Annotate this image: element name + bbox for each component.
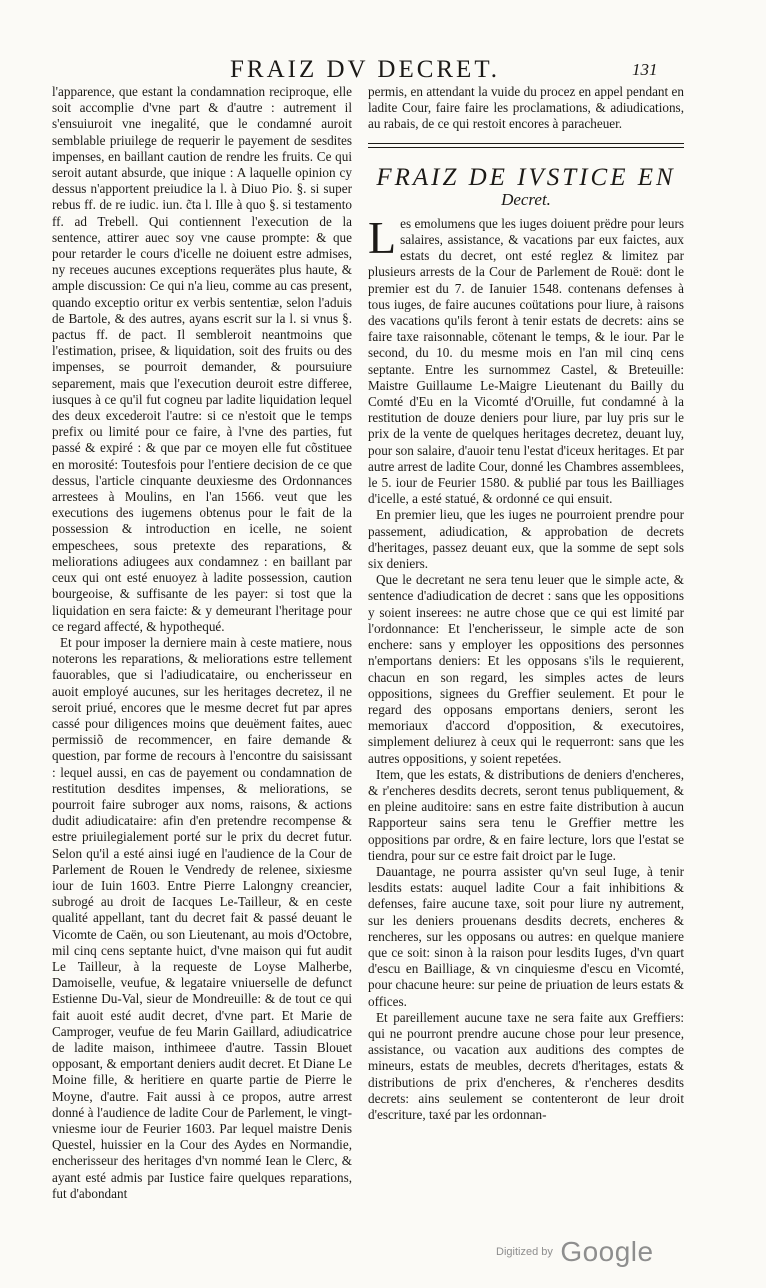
running-header-title: FRAIZ DV DECRET. — [230, 56, 500, 83]
right-intro-paragraph: permis, en attendant la vuide du procez en appel pendant en ladite Cour, faire faire les proclamations, & adiudications, au rabais, de ce qui restoit encores à paracheuer. — [368, 84, 684, 132]
digitized-watermark — [496, 1236, 654, 1268]
right-paragraph-5: Dauantage, ne pourra assister qu'vn seul Iuge, à tenir lesdits estats: auquel ladite Cour a fait inhibitions & defenses, faire aucune taxe, soit pour liure ny autrement, sur les deniers prouenans desdits decrets, encheres & rencheres, sur les opposans ou autres: en quelque maniere que ce soit: sinon à la raison pour lesdits Iuges, d'vn quart d'escu en Bailliage, & vn cinquiesme d'escu en Vicomté, pour chacune heure: sur peine de priuation de leurs estats & offices. — [368, 863, 684, 1009]
section-title: FRAIZ DE IVSTICE EN — [376, 163, 676, 191]
section-divider — [368, 143, 684, 144]
right-paragraph-4: Item, que les estats, & distributions de deniers d'encheres, & r'encheres desdits decrets, seront tenus publiquement, & en pleine auditoire: sans en estre faite distribution à aucun Rapporteur sains sera tenu le Greffier mettre les oppositions par ordre, & en faire lecture, lors que l'estat se tiendra, pour sur ce estre fait droict par le Iuge. — [368, 766, 684, 863]
left-paragraph-1: l'apparence, que estant la condamnation reciproque, elle soit accomplie d'vne part & d'autre : autrement il s'ensuiuroit vne inegalité, que le condamné auroit semblable priuilege de requerir le payement de sesdites impenses, en baillant caution de rendre les fruits. Ce qui seroit autant absurde, que inique : A laquelle opinion cy dessus n'apportent preiudice la l. à Diuo Pio. §. si super rebus ff. de re iudic. iun. c̃ta l. Ille à quo §. si testamento ff. ad Trebell. Qui contiennent l'execution de la sentence, attirer auec soy vne cause prompte: & que pour retarder le cours d'icelle ne doiuent estre admises, ny receues aucunes exceptions requerätes plus haute, & ample discussion: Ce qui n'a lieu, comme au cas present, quando exceptio oritur ex verbis sententiæ, selon l'aduis de Bartole, & des autres, ayans escrit sur la l. si vnus §. pactus ff. de pact. Il sembleroit neantmoins que l'estimation, prisee, & liquidation, soit des fruits ou des impenses, se pourroit demander, & poursuiure separement, mais que l'execution deuroit estre differee, iusques à ce qu'il fut cogneu par ladite liquidation lequel des deux excederoit l'autre: si ce n'estoit que le temps prefix ou limité pour ce faire, à l'vne des parties, fut passé & expiré : & que par ce moyen elle fut cõstituee en morosité: Toutesfois pour l'entiere decision de ce que dessus, l'article cinquante deuxiesme des Ordonnances arrestees à Moulins, en l'an 1566. veut que les executions des iugemens obtenus pour le fait de la possession & introduction en icelle, ne soient empeschees, sous pretexte des reparations, & meliorations adiugees aux condamnez : en baillant par ceux qui ont esté enuoyez à ladite possession, caution bourgeoise, & suffisante de les payer: si tost que la liquidation en sera faicte: & y demeurant l'heritage pour ce regard affecté, & hypothequé. — [52, 84, 352, 634]
right-paragraph-1-text: es emolumens que les iuges doiuent prëdre pour leurs salaires, assistance, & vacations par eux faictes, aux estats du decret, ont esté reglez & limitez par plusieurs arrests de la Cour de Parlement de Rouë: dont le premier est du 7. de Ianuier 1548. contenans defenses à tous iuges, de faire aucunes coütations pour liure, à raisons des vacations qu'ils feront à tenir estats de decrets: ains se faire taxe raisonnable, cötenant le temps, & le iour. Par le second, du 10. du mesme mois en l'an mil cinq cens septante. Entre les surnommez Castel, & Breteuille: Maistre Guillaume Le-Maigre Lieutenant du Bailly du Comté d'Eu en la Vicomté d'Oruille, fut condamné à la restitution de douze deniers pour liure, par luy pris sur le prix de la vente de quelques heritages decretez, deuant luy, pour son salaire, d'auoir tenu l'estat d'iceux heritages. Et par autre arrest de ladite Cour, donné les Chambres assemblees, le 5. iour de Feurier 1580. & publié par tous les Bailliages d'icelle, a esté statué, & ordonné ce qui ensuit. — [368, 215, 684, 507]
right-paragraph-2: En premier lieu, que les iuges ne pourroient prendre pour passement, adiudication, & approbation de decrets d'heritages, passez deuant eux, que la somme de sept sols six deniers. — [368, 507, 684, 572]
page-number: 131 — [632, 60, 658, 79]
drop-cap: L — [368, 211, 397, 263]
right-paragraph-6: Et pareillement aucune taxe ne sera faite aux Greffiers: qui ne pourront prendre aucune chose pour leur presence, assistance, ou vacation aux auditions des comptes de mineurs, estats de meubles, decrets d'heritages, estats & distributions de prix d'encheres, & r'encheres desdits decrets: ains seulement se contenteront de leur droit d'escriture, taxé par les ordonnan- — [368, 1009, 684, 1122]
right-column — [368, 84, 684, 1254]
watermark-prefix: Digitized by — [496, 1246, 553, 1258]
google-logo: Google — [560, 1236, 654, 1267]
left-column — [52, 84, 352, 1254]
right-paragraph-3: Que le decretant ne sera tenu leuer que le simple acte, & sentence d'adiudication de decret : sans que les oppositions y soient inserees: ne autre chose que ce qui est limité par l'ordonnance: Et l'encherisseur, le simple acte de son enchere: sans y employer les oppositions des personnes n'emportans deniers: Et les opposans s'ils le requierent, chacun en son regard, les simples actes de leurs oppositions, signees du Greffier seulement. Et pour le regard des opposans emportans deniers, seront les memoriaux d'accord d'opposition, & executoires, simplement deliurez à ceux qui le requerront: sans que les autres oppositions, y soient repetées. — [368, 572, 684, 766]
right-paragraph-1 — [368, 211, 684, 508]
left-paragraph-2: Et pour imposer la derniere main à ceste matiere, nous noterons les reparations, & meliorations estre tellement fauorables, que si l'adiudicataire, ou encherisseur en auoit employé aucunes, sur les heritages decretez, il ne seroit priué, encores que le mesme decret fut par apres cassé pour diligences moins que deuëment faites, auec permissiõ de recommencer, en faire demande & question, par forme de recours à l'encontre du saisissant : lequel aussi, en cas de payement ou condamnation de restitution desdites impenses, & meliorations, se pourroit faire subroger aux noms, raisons, & actions dudit adiudicataire: afin d'en pretendre recompense & estre priuilegialement porté sur le prix du decret futur. Selon qu'il a esté ainsi iugé en l'audience de la Cour de Parlement de Rouen le Vendredy de relenee, sixiesme iour de Iuin 1603. Entre Pierre Lalongny creancier, subrogé au droit de Iacques Le-Tailleur, & en ceste qualité appellant, tant du decret fait & passé deuant le Vicomte de Caën, ou son Lieutenant, au mois d'Octobre, mil cinq cens septante huict, d'vne maison qui fut audit Le Tailleur, à la requeste de Loyse Malherbe, Damoiselle, veufue, & legataire vniuerselle de defunct Estienne Du-Val, sieur de Mondreuille: & de tout ce qui fait auoit esté audit decret, d'vne part. Et Marie de Camproger, veufue de feu Marin Gaillard, adiudicatrice de ladite maison, inthimeee d'autre. Tassin Blouet opposant, & emportant deniers audit decret. Et Diane Le Moine fille, & heritiere en quarte partie de Pierre le Moyne, d'autre. Fait aussi à ce propos, autre arrest donné à l'audience de ladite Cour de Parlement, le vingt-vniesme iour de Feurier 1603. Par lequel maistre Denis Questel, huissier en la Cour des Aydes en Normandie, encherisseur des heritages d'vn nommé Iean le Clerc, & ayant esté admis par Iustice faire quelques reparations, fut d'abondant — [52, 634, 352, 1201]
section-subtitle: Decret. — [501, 189, 551, 209]
